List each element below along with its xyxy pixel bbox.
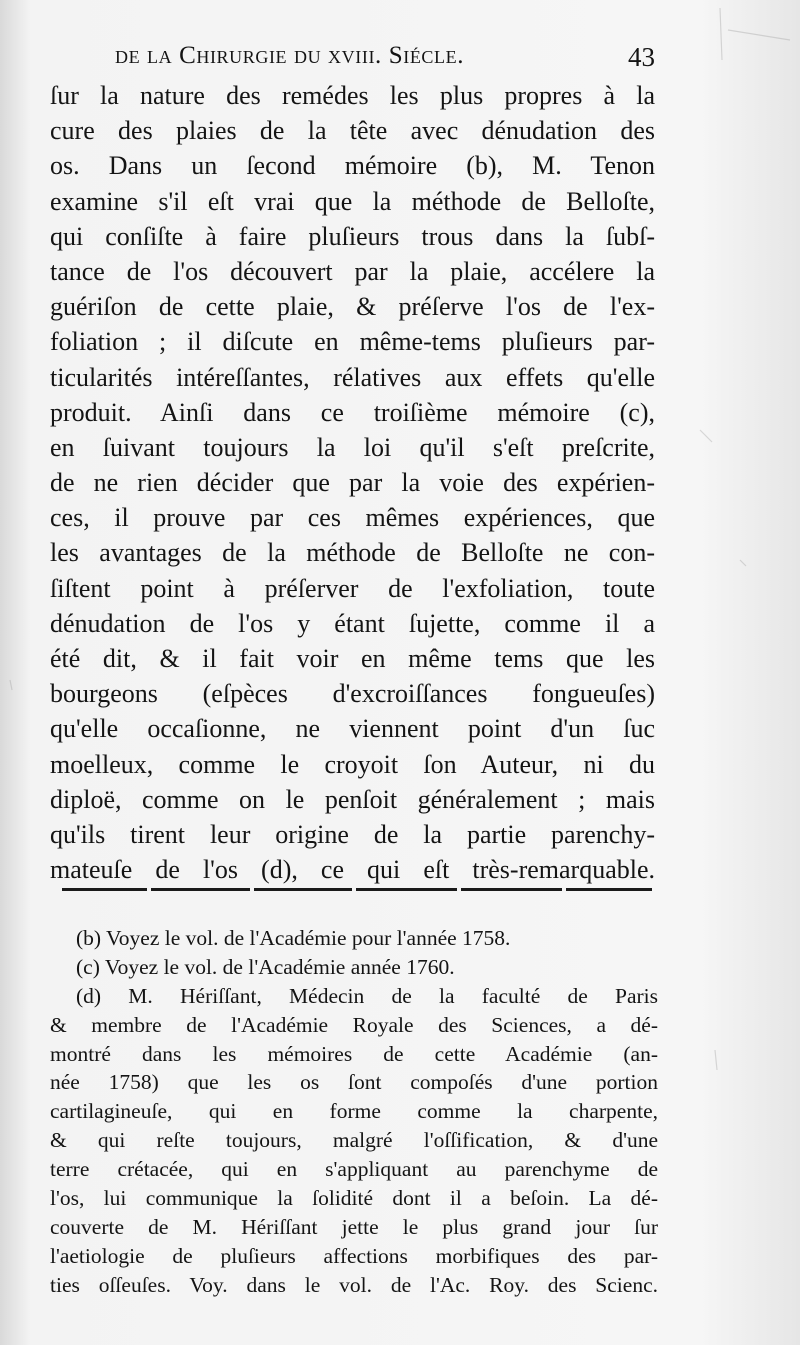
text-line: guériſon de cette plaie, & préſerve l'os de l'ex- [50,292,655,322]
text-line: moelleux, comme le croyoit ſon Auteur, ni du [50,749,655,779]
text-line: tance de l'os découvert par la plaie, accélere la [50,256,655,286]
text-line: en ſuivant toujours la loi qu'il s'eſt preſcrite, [50,432,655,462]
text-line: produit. Ainſi dans ce troiſième mémoire (c), [50,397,655,427]
text-line: dénudation de l'os y étant ſujette, comme il a [50,608,655,638]
text-line: ces, il prouve par ces mêmes expériences, que [50,503,655,533]
text-line: bourgeons (eſpèces d'excroiſſances fongueuſes) [50,679,655,709]
text-line: foliation ; il diſcute en même-tems pluſieurs par- [50,327,655,357]
footnote-line: terre crétacée, qui en s'appliquant au parenchyme de [50,1157,658,1182]
text-line: de ne rien décider que par la voie des expérien- [50,468,655,498]
footnote-line: cartilagineuſe, qui en forme comme la charpente, [50,1099,658,1124]
text-line: os. Dans un ſecond mémoire (b), M. Tenon [50,151,655,181]
footnote-line: & qui reſte toujours, malgré l'oſſification, & d'une [50,1128,658,1153]
main-text [50,78,655,887]
text-line: ſur la nature des remédes les plus propres à la [50,81,655,110]
footnote-line: née 1758) que les os ſont compoſés d'une portion [50,1070,658,1095]
text-line: ticularités intéreſſantes, rélatives aux effets qu'elle [50,362,655,392]
page-number: 43 [628,42,655,72]
running-title: de la Chirurgie du xviii. Siécle. [115,42,465,69]
text-line: cure des plaies de la tête avec dénudation des [50,116,655,146]
text-line: diploë, comme on le penſoit généralement ; mais [50,784,655,814]
text-line: examine s'il eſt vrai que la méthode de Belloſte, [50,186,655,216]
footnote-line: l'aetiologie de pluſieurs affections morbifiques des par- [50,1243,658,1268]
footnotes [50,924,658,1300]
footnote-line: montré dans les mémoires de cette Académie (an- [50,1041,658,1066]
text-line: qui conſiſte à faire pluſieurs trous dans la ſubſ- [50,221,655,251]
footnote-line: couverte de M. Hériſſant jette le plus grand jour ſur [50,1214,658,1239]
footnote-rule [62,887,652,893]
page-header [115,42,655,82]
footnote-line: l'os, lui communique la ſolidité dont il a beſoin. La dé- [50,1186,658,1211]
footnote-line: ties oſſeuſes. Voy. dans le vol. de l'Ac. Roy. des Scienc. [50,1272,658,1297]
footnote-line: & membre de l'Académie Royale des Sciences, a dé- [50,1012,658,1037]
text-line: été dit, & il fait voir en même tems que les [50,644,655,673]
text-line: qu'elle occaſionne, ne viennent point d'un ſuc [50,714,655,744]
text-line: mateuſe de l'os (d), ce qui eſt très-remarquable. [50,855,655,885]
text-line: qu'ils tirent leur origine de la partie parenchy- [50,819,655,849]
footnote-line: (d) M. Hériſſant, Médecin de la faculté de Paris [76,983,658,1008]
footnote-line: (c) Voyez le vol. de l'Académie année 1760. [76,954,455,979]
footnote-line: (b) Voyez le vol. de l'Académie pour l'année 1758. [76,926,511,950]
text-line: les avantages de la méthode de Belloſte ne con- [50,538,655,568]
text-line: ſiſtent point à préſerver de l'exfoliation, toute [50,573,655,603]
